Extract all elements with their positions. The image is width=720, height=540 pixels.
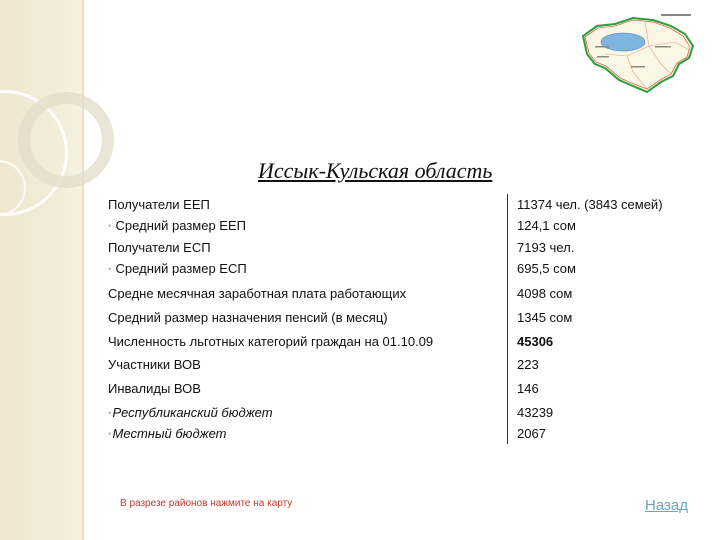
row-label-text: Республиканский бюджет	[112, 405, 273, 420]
decorative-ring	[18, 92, 114, 188]
row-value-wwii-participants: 223	[517, 357, 539, 372]
row-label-text: Местный бюджет	[112, 426, 227, 441]
row-label-esp-average	[108, 259, 247, 280]
row-value-eep-average: 124,1 сом	[517, 218, 576, 233]
back-link[interactable]: Назад	[645, 497, 688, 514]
row-value-eep-recipients: 11374 чел. (3843 семей)	[517, 197, 663, 212]
row-value-esp-average: 695,5 сом	[517, 261, 576, 276]
row-value-republican-budget: 43239	[517, 405, 554, 420]
row-label-wwii-participants: Участники ВОВ	[108, 357, 201, 372]
row-label-esp-recipients: Получатели ЕСП	[108, 240, 211, 255]
row-label-local-budget	[108, 424, 226, 445]
bullet-icon	[108, 218, 116, 233]
region-shape	[583, 18, 693, 92]
row-label-privileged-citizens: Численность льготных категорий граждан на 01.10.09	[108, 334, 434, 349]
row-value-local-budget: 2067	[517, 426, 546, 441]
row-label-wwii-disabled: Инвалиды ВОВ	[108, 381, 201, 396]
map-label-mark	[597, 56, 609, 58]
row-value-average-pension: 1345 сом	[517, 310, 573, 325]
region-map-icon[interactable]	[575, 6, 700, 102]
row-label-text: Средний размер ЕСП	[115, 261, 247, 276]
map-label-mark	[655, 46, 671, 48]
row-label-eep-average	[108, 216, 246, 237]
left-decorative-band	[0, 0, 82, 540]
map-hint-text: В разрезе районов нажмите на карту	[120, 498, 293, 509]
row-label-average-salary: Средне месячная заработная плата работающих	[108, 286, 407, 301]
row-label-eep-recipients: Получатели ЕЕП	[108, 197, 210, 212]
map-label-mark	[595, 46, 609, 48]
bullet-icon	[108, 261, 116, 276]
left-band-edge	[82, 0, 84, 540]
row-value-privileged-citizens: 45306	[517, 334, 554, 349]
map-label-mark	[631, 66, 645, 68]
row-label-average-pension: Средний размер назначения пенсий (в месяц)	[108, 310, 388, 325]
column-divider	[507, 194, 508, 444]
page-title: Иссык-Кульская область	[258, 158, 493, 183]
lake-shape	[601, 33, 645, 51]
row-label-republican-budget	[108, 403, 273, 424]
row-value-average-salary: 4098 сом	[517, 286, 573, 301]
row-value-wwii-disabled: 146	[517, 381, 539, 396]
row-value-esp-recipients: 7193 чел.	[517, 240, 575, 255]
map-label-mark	[661, 14, 691, 16]
row-label-text: Средний размер ЕЕП	[115, 218, 246, 233]
